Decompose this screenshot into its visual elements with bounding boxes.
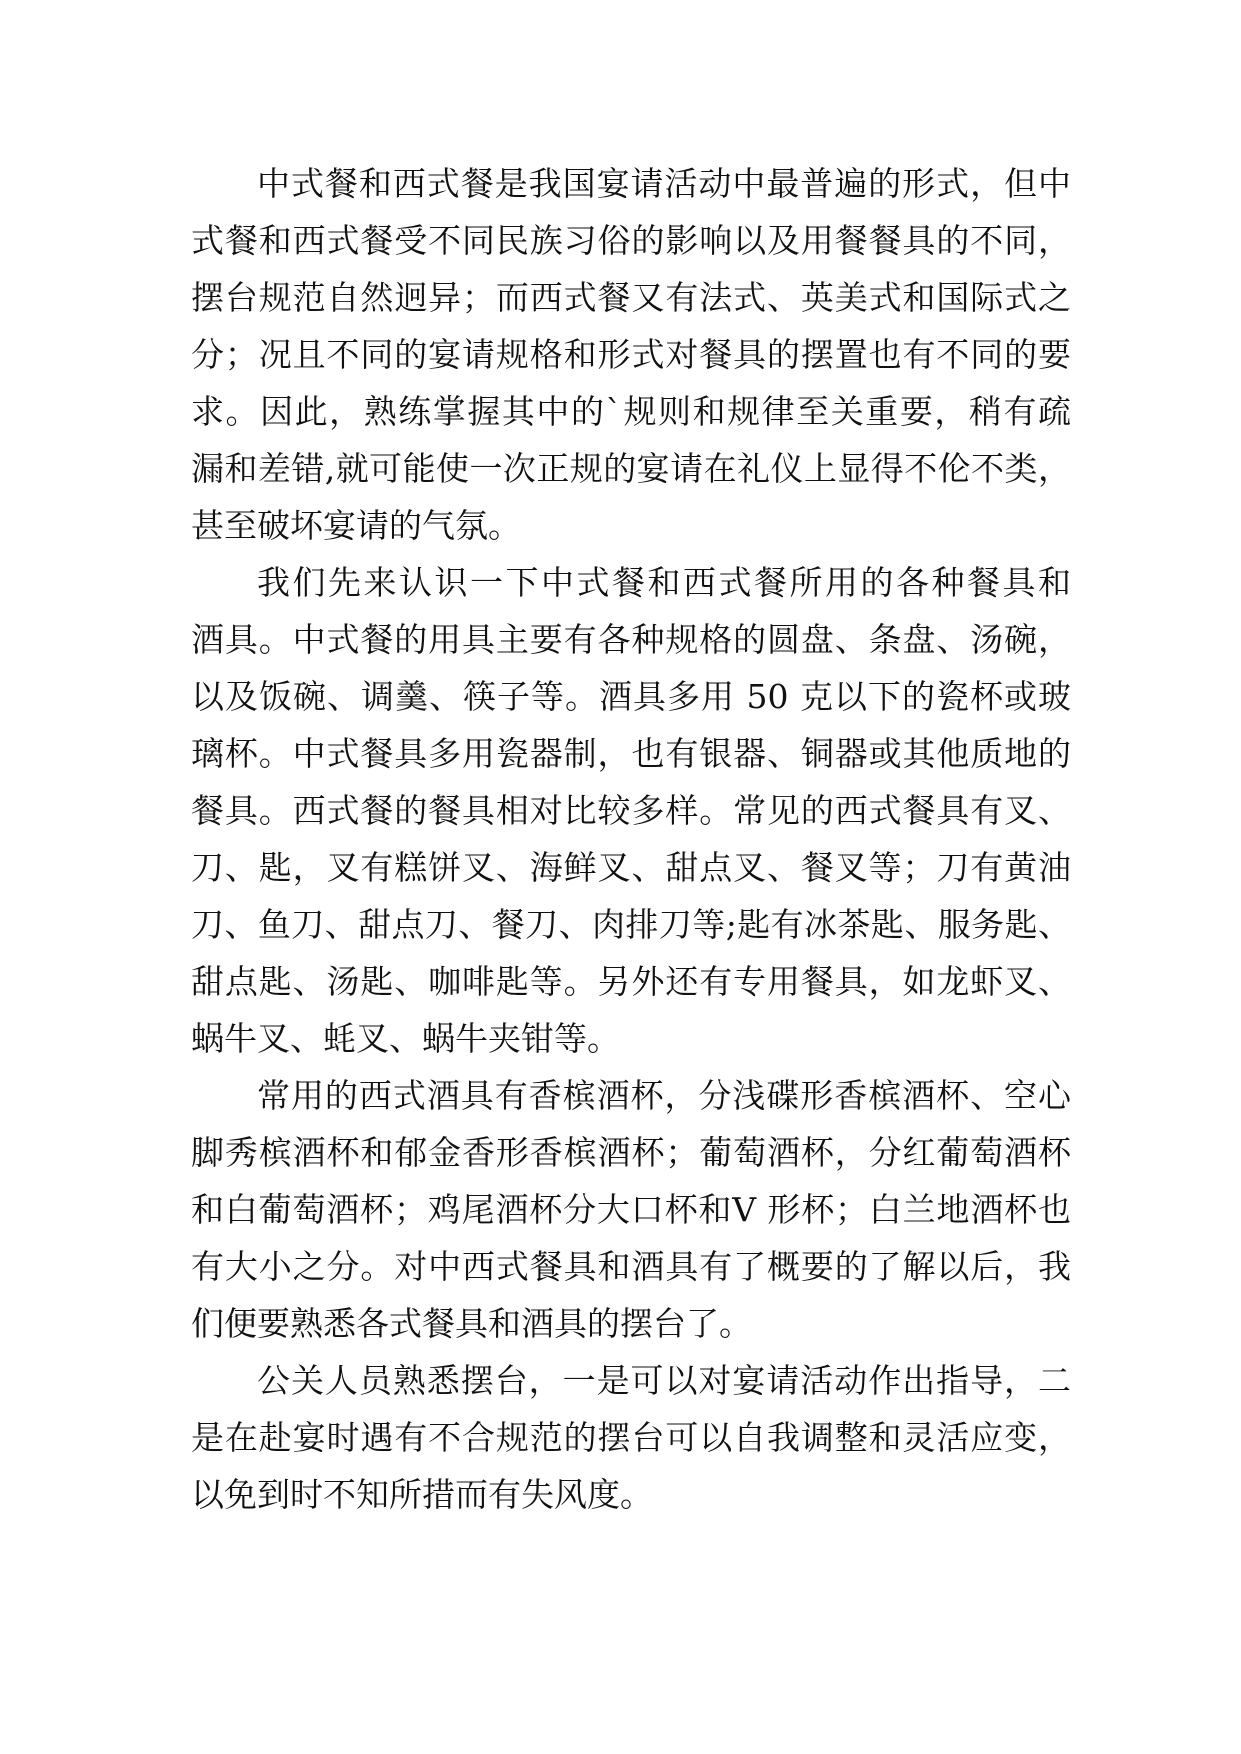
text-line: 漏和差错,就可能使一次正规的宴请在礼仪上显得不伦不类， (191, 449, 1071, 488)
text-line: 有大小之分。对中西式餐具和酒具有了概要的了解以后，我 (191, 1247, 1071, 1286)
paragraph (191, 554, 1071, 1067)
text-line: 我们先来认识一下中式餐和西式餐所用的各种餐具和 (257, 563, 1071, 602)
text-line: 甜点匙、汤匙、咖啡匙等。另外还有专用餐具，如龙虾叉、 (191, 962, 1071, 1001)
text-line: 璃杯。中式餐具多用瓷器制，也有银器、铜器或其他质地的 (191, 734, 1071, 773)
text-line: 是在赴宴时遇有不合规范的摆台可以自我调整和灵活应变， (191, 1418, 1071, 1457)
body-text (191, 155, 1071, 1523)
text-line: 常用的西式酒具有香槟酒杯，分浅碟形香槟酒杯、空心 (257, 1076, 1071, 1115)
text-line: 和白葡萄酒杯；鸡尾酒杯分大口杯和V 形杯；白兰地酒杯也 (191, 1190, 1071, 1229)
text-line: 甚至破坏宴请的气氛。 (191, 506, 521, 545)
text-line: 式餐和西式餐受不同民族习俗的影响以及用餐餐具的不同， (191, 221, 1071, 260)
text-line: 餐具。西式餐的餐具相对比较多样。常见的西式餐具有叉、 (191, 791, 1071, 830)
text-line: 蜗牛叉、蚝叉、蜗牛夹钳等。 (191, 1019, 620, 1058)
text-line: 们便要熟悉各式餐具和酒具的摆台了。 (191, 1304, 752, 1343)
text-line: 以免到时不知所措而有失风度。 (191, 1475, 653, 1514)
paragraph (191, 1067, 1071, 1352)
text-line: 求。因此，熟练掌握其中的`规则和规律至关重要，稍有疏 (191, 392, 1071, 431)
text-line: 分；况且不同的宴请规格和形式对餐具的摆置也有不同的要 (191, 335, 1071, 374)
text-line: 以及饭碗、调羹、筷子等。酒具多用 50 克以下的瓷杯或玻 (191, 677, 1071, 716)
paragraph (191, 1352, 1071, 1523)
paragraph (191, 155, 1071, 554)
text-line: 刀、匙，叉有糕饼叉、海鲜叉、甜点叉、餐叉等；刀有黄油 (191, 848, 1071, 887)
text-line: 中式餐和西式餐是我国宴请活动中最普遍的形式，但中 (257, 164, 1071, 203)
text-line: 酒具。中式餐的用具主要有各种规格的圆盘、条盘、汤碗， (191, 620, 1071, 659)
text-line: 摆台规范自然迥异；而西式餐又有法式、英美式和国际式之 (191, 278, 1071, 317)
text-line: 刀、鱼刀、甜点刀、餐刀、肉排刀等;匙有冰茶匙、服务匙、 (191, 905, 1071, 944)
text-line: 脚秀槟酒杯和郁金香形香槟酒杯；葡萄酒杯，分红葡萄酒杯 (191, 1133, 1071, 1172)
text-line: 公关人员熟悉摆台，一是可以对宴请活动作出指导，二 (257, 1361, 1071, 1400)
